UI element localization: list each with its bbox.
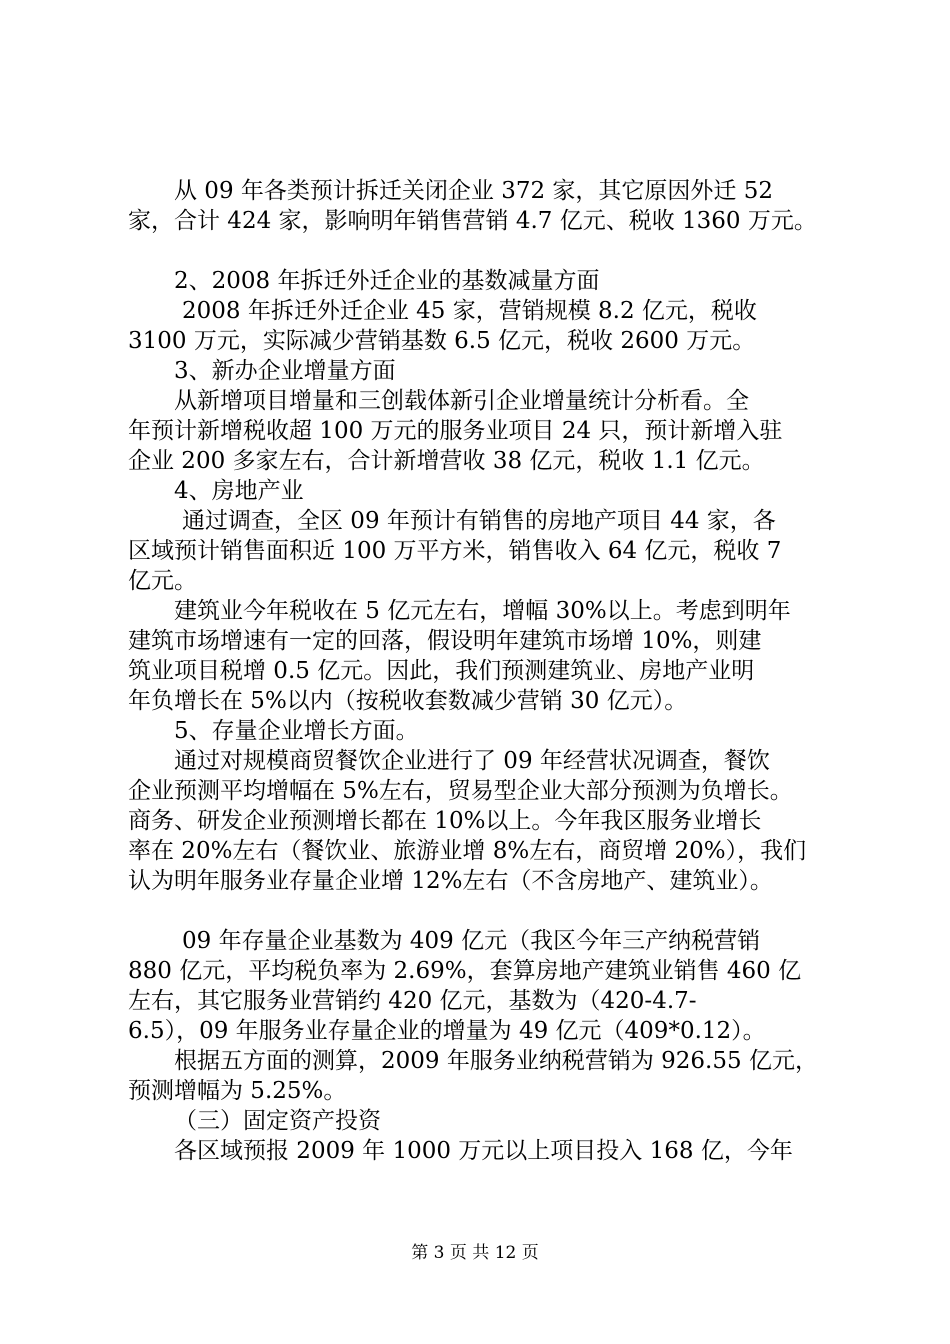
paragraph-line: 家，合计 424 家，影响明年销售营销 4.7 亿元、税收 1360 万元。 (128, 208, 817, 234)
paragraph-line: 根据五方面的测算，2009 年服务业纳税营销为 926.55 亿元， (174, 1048, 818, 1074)
paragraph-line: 09 年存量企业基数为 409 亿元（我区今年三产纳税营销 (182, 928, 761, 954)
section-heading: （三）固定资产投资 (174, 1108, 381, 1134)
paragraph-line: 率在 20%左右（餐饮业、旅游业增 8%左右，商贸增 20%），我们 (128, 838, 807, 864)
paragraph-line: 企业预测平均增幅在 5%左右，贸易型企业大部分预测为负增长。 (128, 778, 793, 804)
section-heading: 2、2008 年拆迁外迁企业的基数减量方面 (174, 268, 600, 294)
paragraph-line: 左右，其它服务业营销约 420 亿元，基数为（420-4.7- (128, 988, 697, 1014)
paragraph-line: 建筑业今年税收在 5 亿元左右，增幅 30%以上。考虑到明年 (174, 598, 791, 624)
paragraph-line: 年预计新增税收超 100 万元的服务业项目 24 只，预计新增入驻 (128, 418, 783, 444)
paragraph-line: 从新增项目增量和三创载体新引企业增量统计分析看。全 (174, 388, 749, 414)
paragraph-line: 各区域预报 2009 年 1000 万元以上项目投入 168 亿，今年 (174, 1138, 793, 1164)
section-heading: 3、新办企业增量方面 (174, 358, 396, 384)
paragraph-line: 880 亿元，平均税负率为 2.69%，套算房地产建筑业销售 460 亿 (128, 958, 802, 984)
paragraph-gap (128, 896, 840, 926)
paragraph-line: 筑业项目税增 0.5 亿元。因此，我们预测建筑业、房地产业明 (128, 658, 755, 684)
paragraph-line: 通过对规模商贸餐饮企业进行了 09 年经营状况调查，餐饮 (174, 748, 770, 774)
page-number-footer: 第 3 页 共 12 页 (411, 1243, 539, 1263)
paragraph-line: 亿元。 (128, 568, 197, 594)
paragraph-line: 预测增幅为 5.25%。 (128, 1078, 347, 1104)
paragraph-gap (128, 236, 840, 266)
paragraph-line: 6.5），09 年服务业存量企业的增量为 49 亿元（409*0.12）。 (128, 1018, 766, 1044)
paragraph-line: 认为明年服务业存量企业增 12%左右（不含房地产、建筑业）。 (128, 868, 773, 894)
paragraph-line: 区域预计销售面积近 100 万平方米，销售收入 64 亿元，税收 7 (128, 538, 782, 564)
paragraph-line: 3100 万元，实际减少营销基数 6.5 亿元，税收 2600 万元。 (128, 328, 756, 354)
paragraph-line: 从 09 年各类预计拆迁关闭企业 372 家，其它原因外迁 52 (174, 178, 773, 204)
section-heading: 4、房地产业 (174, 478, 304, 504)
paragraph-line: 企业 200 多家左右，合计新增营收 38 亿元，税收 1.1 亿元。 (128, 448, 765, 474)
paragraph-line: 2008 年拆迁外迁企业 45 家，营销规模 8.2 亿元，税收 (182, 298, 757, 324)
paragraph-line: 商务、研发企业预测增长都在 10%以上。今年我区服务业增长 (128, 808, 762, 834)
document-body (128, 176, 840, 1166)
section-heading: 5、存量企业增长方面。 (174, 718, 419, 744)
paragraph-line: 年负增长在 5%以内（按税收套数减少营销 30 亿元）。 (128, 688, 688, 714)
paragraph-line: 通过调查，全区 09 年预计有销售的房地产项目 44 家，各 (182, 508, 776, 534)
paragraph-line: 建筑市场增速有一定的回落，假设明年建筑市场增 10%，则建 (128, 628, 762, 654)
